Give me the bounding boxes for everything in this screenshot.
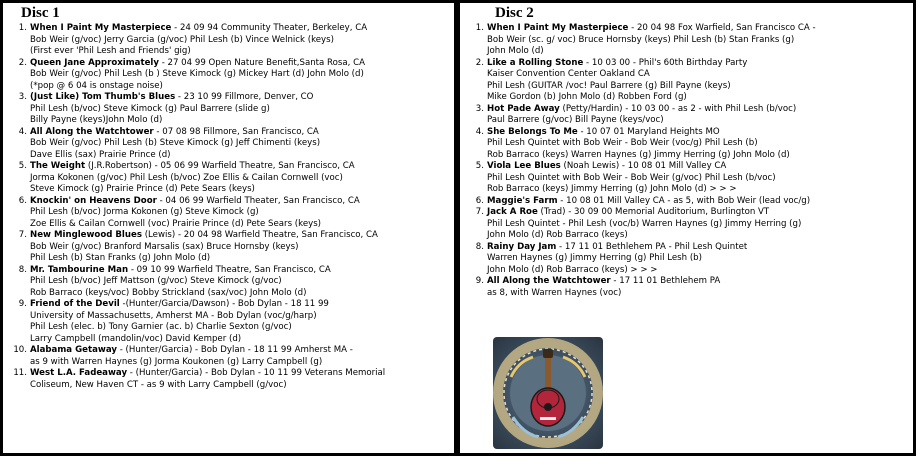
performance-info: - 17 11 01 Bethlehem PA	[613, 276, 721, 286]
performance-info: - 07 08 98 Fillmore, San Francisco, CA	[156, 126, 319, 137]
album-art-image	[493, 337, 603, 449]
personnel-line: as 8, with Warren Haynes (voc)	[487, 287, 622, 298]
track-number: 10.	[13, 345, 27, 355]
personnel-line: Steve Kimock (g) Prairie Prince (d) Pete Sears (keys)	[30, 184, 255, 194]
performance-info: - 23 10 99 Fillmore, Denver, CO	[177, 92, 314, 102]
track-number: 2.	[18, 57, 27, 68]
track-heading	[30, 196, 454, 208]
personnel-line: Larry Campbell (mandolin/voc) David Kemper (d)	[30, 333, 242, 344]
personnel-line: Zoe Ellis & Cailan Cornwell (voc) Prairie Prince (d) Pete Sears (keys)	[30, 218, 322, 229]
personnel-line: Phil Lesh (b) Stan Franks (g) John Molo (d)	[30, 253, 211, 263]
song-title: All Along the Watchtower	[30, 126, 154, 137]
track-heading	[30, 58, 454, 70]
personnel-line: Phil Lesh (b/voc) Jeff Mattson (g/voc) Steve Kimock (g/voc)	[30, 276, 282, 286]
track-heading	[30, 127, 454, 139]
track-details	[487, 276, 913, 299]
personnel-line: John Molo (d) Rob Barraco (keys) > > >	[487, 264, 658, 275]
track-number: 6.	[18, 195, 27, 206]
track-item	[9, 265, 454, 300]
performance-info: - 24 09 94 Community Theater, Berkeley, CA	[174, 23, 368, 33]
track-item	[9, 161, 454, 196]
track-details	[30, 230, 454, 265]
track-heading	[30, 299, 454, 311]
track-number: 6.	[475, 195, 484, 206]
performance-info: - 09 10 99 Warfield Theatre, San Francisco, CA	[130, 264, 331, 275]
track-number: 8.	[18, 264, 27, 275]
personnel-line: Rob Barraco (keys) Jimmy Herring (g) John Molo (d) > > >	[487, 184, 737, 194]
track-details	[30, 127, 454, 162]
personnel-line: University of Massachusetts, Amherst MA - Bob Dylan (voc/g/harp)	[30, 310, 317, 321]
track-details	[30, 161, 454, 196]
track-heading	[487, 276, 913, 288]
performance-info: - 17 11 01 Bethlehem PA - Phil Lesh Quintet	[559, 241, 748, 252]
track-item	[9, 92, 454, 127]
performance-info: (J.R.Robertson) - 05 06 99 Warfield Theatre, San Francisco, CA	[87, 161, 355, 171]
track-heading	[30, 368, 454, 380]
song-title: She Belongs To Me	[487, 126, 578, 137]
track-heading	[30, 23, 454, 35]
personnel-line: Bob Weir (sc. g/ voc) Bruce Hornsby (keys) Phil Lesh (b) Stan Franks (g)	[487, 34, 795, 45]
track-heading	[487, 207, 913, 219]
personnel-line: Bob Weir (g/voc) Phil Lesh (b) Steve Kimock (g) Jeff Chimenti (keys)	[30, 138, 321, 148]
performance-info: -(Hunter/Garcia/Dawson) - Bob Dylan - 18 11 99	[122, 299, 329, 309]
song-title: Rainy Day Jam	[487, 241, 557, 252]
track-item	[9, 58, 454, 93]
disc-2-track-list	[466, 23, 913, 299]
song-title: West L.A. Fadeaway	[30, 368, 128, 378]
track-heading	[487, 161, 913, 173]
performance-info: - 10 08 01 Mill Valley CA - as 5, with Bob Weir (lead voc/g)	[560, 195, 811, 206]
song-title: Queen Jane Approximately	[30, 57, 159, 68]
song-title: Jack A Roe	[487, 207, 538, 217]
track-number: 11.	[13, 368, 27, 378]
guitar-seal-icon	[493, 337, 603, 449]
track-heading	[487, 104, 913, 116]
track-details	[30, 265, 454, 300]
disc-1-title: Disc 1	[21, 5, 60, 21]
track-details	[487, 23, 913, 58]
personnel-line: Billy Payne (keys)John Molo (d)	[30, 115, 163, 125]
track-number: 4.	[18, 126, 27, 137]
track-item	[466, 104, 913, 127]
track-item	[466, 276, 913, 299]
track-heading	[487, 242, 913, 254]
track-details	[487, 196, 913, 208]
song-title: Viola Lee Blues	[487, 161, 561, 171]
song-title: Knockin' on Heavens Door	[30, 195, 157, 206]
track-item	[9, 230, 454, 265]
track-heading	[30, 230, 454, 242]
personnel-line: Mike Gordon (b) John Molo (d) Robben Ford (g)	[487, 92, 687, 102]
song-title: Alabama Getaway	[30, 345, 117, 355]
personnel-line: Paul Barrere (g/voc) Bill Payne (keys/voc)	[487, 115, 664, 125]
track-details	[30, 196, 454, 231]
track-details	[30, 58, 454, 93]
performance-info: - 10 03 00 - Phil's 60th Birthday Party	[586, 57, 748, 68]
performance-info: - 27 04 99 Open Nature Benefit,Santa Rosa, CA	[161, 57, 365, 68]
personnel-line: Phil Lesh (GUITAR /voc! Paul Barrere (g) Bill Payne (keys)	[487, 80, 731, 91]
performance-info: (Trad) - 30 09 00 Memorial Auditorium, Burlington VT	[540, 207, 770, 217]
personnel-line: Phil Lesh Quintet with Bob Weir - Bob Weir (g/voc) Phil Lesh (b/voc)	[487, 172, 776, 183]
track-item	[9, 368, 454, 391]
track-item	[9, 23, 454, 58]
track-number: 9.	[475, 276, 484, 286]
song-title: (Just Like) Tom Thumb's Blues	[30, 92, 176, 102]
track-number: 4.	[475, 126, 484, 137]
track-item	[9, 345, 454, 368]
track-item	[466, 58, 913, 104]
track-number: 1.	[475, 23, 484, 33]
track-details	[487, 127, 913, 162]
personnel-line: Phil Lesh (elec. b) Tony Garnier (ac. b) Charlie Sexton (g/voc)	[30, 322, 292, 332]
track-item	[466, 161, 913, 196]
track-details	[487, 161, 913, 196]
song-title: Hot Pade Away	[487, 103, 560, 114]
performance-info: - 10 07 01 Maryland Heights MO	[580, 126, 720, 137]
disc-2-panel	[460, 3, 913, 453]
track-item	[9, 127, 454, 162]
personnel-line: Warren Haynes (g) Jimmy Herring (g) Phil Lesh (b)	[487, 253, 702, 263]
track-details	[487, 104, 913, 127]
track-details	[30, 299, 454, 345]
track-heading	[30, 161, 454, 173]
track-number: 1.	[18, 23, 27, 33]
personnel-line: Coliseum, New Haven CT - as 9 with Larry Campbell (g/voc)	[30, 379, 287, 390]
personnel-line: (First ever 'Phil Lesh and Friends' gig)	[30, 46, 191, 56]
performance-info: (Petty/Hardin) - 10 03 00 - as 2 - with Phil Lesh (b/voc)	[562, 103, 797, 114]
song-title: New Minglewood Blues	[30, 230, 142, 240]
performance-info: - (Hunter/Garcia) - Bob Dylan - 10 11 99 Veterans Memorial	[129, 368, 386, 378]
track-number: 5.	[475, 161, 484, 171]
track-number: 3.	[18, 92, 27, 102]
track-number: 2.	[475, 57, 484, 68]
track-item	[466, 242, 913, 277]
personnel-line: Kaiser Convention Center Oakland CA	[487, 69, 650, 79]
track-details	[487, 207, 913, 242]
track-details	[487, 242, 913, 277]
personnel-line: Phil Lesh (b/voc) Steve Kimock (g) Paul Barrere (slide g)	[30, 103, 270, 114]
track-number: 9.	[18, 299, 27, 309]
track-heading	[30, 92, 454, 104]
performance-info: - 04 06 99 Warfield Theater, San Francisco, CA	[159, 195, 360, 206]
personnel-line: Dave Ellis (sax) Prairie Prince (d)	[30, 149, 171, 160]
performance-info: (Noah Lewis) - 10 08 01 Mill Valley CA	[563, 161, 727, 171]
track-number: 8.	[475, 241, 484, 252]
personnel-line: Phil Lesh (b/voc) Jorma Kokonen (g) Steve Kimock (g)	[30, 207, 259, 217]
song-title: Maggie's Farm	[487, 195, 558, 206]
personnel-line: Phil Lesh Quintet with Bob Weir - Bob Weir (voc/g) Phil Lesh (b)	[487, 138, 758, 148]
personnel-line: John Molo (d) Rob Barraco (keys)	[487, 230, 628, 240]
track-number: 5.	[18, 161, 27, 171]
track-item	[9, 299, 454, 345]
personnel-line: Bob Weir (g/voc) Branford Marsalis (sax) Bruce Hornsby (keys)	[30, 241, 299, 252]
track-item	[466, 127, 913, 162]
track-heading	[487, 196, 913, 208]
performance-info: - 20 04 98 Fox Warfield, San Francisco CA -	[631, 23, 816, 33]
track-heading	[487, 58, 913, 70]
performance-info: - (Hunter/Garcia) - Bob Dylan - 18 11 99 Amherst MA -	[119, 345, 353, 355]
personnel-line: as 9 with Warren Haynes (g) Jorma Koukonen (g) Larry Campbell (g)	[30, 356, 323, 367]
track-number: 7.	[18, 230, 27, 240]
track-item	[466, 207, 913, 242]
personnel-line: John Molo (d)	[487, 46, 544, 56]
track-details	[30, 368, 454, 391]
track-heading	[30, 345, 454, 357]
disc-1-panel	[3, 3, 454, 453]
track-number: 7.	[475, 207, 484, 217]
personnel-line: Rob Barraco (keys/voc) Bobby Strickland (sax/voc) John Molo (d)	[30, 287, 307, 298]
track-heading	[30, 265, 454, 277]
song-title: The Weight	[30, 161, 86, 171]
song-title: Mr. Tambourine Man	[30, 264, 129, 275]
song-title: Friend of the Devil	[30, 299, 120, 309]
performance-info: (Lewis) - 20 04 98 Warfield Theatre, San Francisco, CA	[144, 230, 378, 240]
track-item	[9, 196, 454, 231]
personnel-line: Phil Lesh Quintet - Phil Lesh (voc/b) Warren Haynes (g) Jimmy Herring (g)	[487, 218, 802, 229]
track-details	[30, 92, 454, 127]
track-heading	[487, 127, 913, 139]
personnel-line: Rob Barraco (keys) Warren Haynes (g) Jimmy Herring (g) John Molo (d)	[487, 149, 790, 160]
personnel-line: Bob Weir (g/voc) Phil Lesh (b ) Steve Kimock (g) Mickey Hart (d) John Molo (d)	[30, 69, 364, 79]
track-details	[30, 345, 454, 368]
track-number: 3.	[475, 103, 484, 114]
personnel-line: Jorma Kokonen (g/voc) Phil Lesh (b/voc) Zoe Ellis & Cailan Cornwell (voc)	[30, 172, 343, 183]
disc-1-track-list	[9, 23, 454, 391]
track-item	[466, 196, 913, 208]
song-title: Like a Rolling Stone	[487, 57, 584, 68]
track-details	[30, 23, 454, 58]
personnel-line: Bob Weir (g/voc) Jerry Garcia (g/voc) Phil Lesh (b) Vince Welnick (keys)	[30, 34, 334, 45]
song-title: All Along the Watchtower	[487, 276, 611, 286]
song-title: When I Paint My Masterpiece	[487, 23, 629, 33]
track-item	[466, 23, 913, 58]
personnel-line: (*pop @ 6 04 is onstage noise)	[30, 80, 163, 91]
song-title: When I Paint My Masterpiece	[30, 23, 172, 33]
track-details	[487, 58, 913, 104]
track-heading	[487, 23, 913, 35]
disc-2-title: Disc 2	[495, 5, 534, 21]
